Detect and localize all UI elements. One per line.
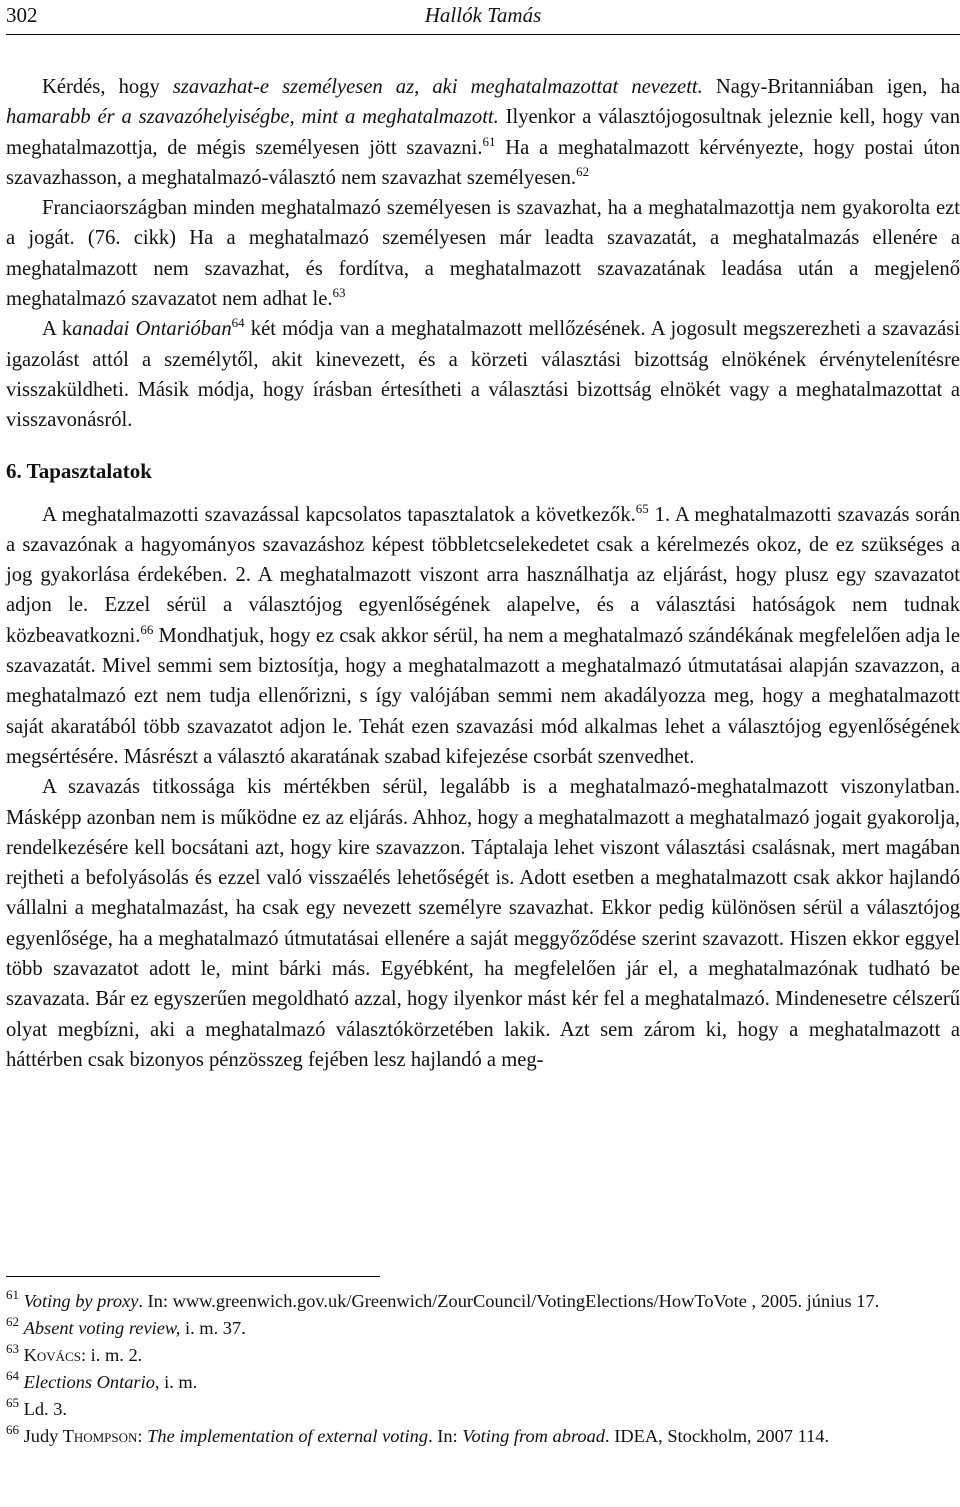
page-number: 302 bbox=[6, 3, 38, 27]
footnote-ref-66[interactable]: 66 bbox=[140, 621, 154, 637]
footnote-ref-62[interactable]: 62 bbox=[576, 163, 590, 179]
page-header bbox=[6, 0, 960, 35]
footnote-ref-63[interactable]: 63 bbox=[332, 285, 346, 301]
paragraph-1: Kérdés, hogy szavazhat-e személyesen az, aki meghatalmazottat nevezett. Nagy-Britanniában igen, ha hamarabb ér a szavazóhelyiségbe, mint a meghatalmazott. Ilyenkor a választójogosultnak jeleznie kell, hogy van meghatalmazottja, de mégis személyesen jött szavazni.$^{61}$ Ha a meghatalmazott kérvényezte, hogy postai úton szavazhasson, a meghatalmazó-választó nem szavazhat személyesen.$^{62}$ bbox=[6, 76, 960, 189]
paragraph-4: A meghatalmazotti szavazással kapcsolatos tapasztalatok a következők.$^{65}$ 1. A meghatalmazotti szavazás során a szavazónak a hagyományos szavazáshoz képest többletcselekedetet csak a kérelmezés okoz, de ez szükséges a jog gyakorlása érdekében. 2. A meghatalmazott viszont arra használhatja az eljárást, hogy plusz egy szavazatot adjon le. Ezzel sérül a választójog egyenlőségének alapelve, és a választási hatóságok nem tudnak közbeavatkozni.$^{66}$ Mondhatjuk, hogy ez csak akkor sérül, ha nem a meghatalmazó szándékának megfelelően adja le szavazatát. Mivel semmi sem biztosítja, hogy a meghatalmazott a meghatalmazó útmutatásai alapján szavazzon, a meghatalmazó ezt nem tudja ellenőrizni, s így valójában semmi nem akadályozza meg, hogy a meghatalmazott saját akaratából több szavazatot adjon le. Tehát ezen szavazási mód alkalmas lehet a választójog egyenlőségének megsértésére. Másrészt a választó akaratának szabad kifejezése csorbát szenvedhet. bbox=[6, 500, 960, 768]
paragraph-2: Franciaországban minden meghatalmazó személyesen is szavazhat, ha a meghatalmazottja nem gyakorolta ezt a jogát. (76. cikk) Ha a meghatalmazó személyesen már leadta szavazatát, a meghatalmazás ellenére a meghatalmazott nem szavazhat, és fordítva, a meghatalmazott szavazatának leadása után a megjelenő meghatalmazó szavazatot nem adhat le.$^{63}$ bbox=[6, 197, 960, 311]
running-head: Hallók Tamás bbox=[424, 3, 542, 27]
footnote-ref-65[interactable]: 65 bbox=[635, 500, 649, 516]
section-heading: 6. Tapasztalatok bbox=[6, 458, 152, 483]
footnote-ref-64[interactable]: 64 bbox=[231, 315, 245, 331]
body-text bbox=[6, 72, 960, 1075]
footnote-63: $^{63}$ Kovács: i. m. 2. bbox=[6, 1341, 143, 1365]
footnote-65: $^{65}$ Ld. 3. bbox=[6, 1395, 68, 1419]
footnote-61: $^{61}$ Voting by proxy. In: www.greenwich.gov.uk/Greenwich/ZourCouncil/VotingElections/HowToVote , 2005. június 17. bbox=[6, 1287, 880, 1311]
footnote-62: $^{62}$ Absent voting review, i. m. 37. bbox=[6, 1314, 246, 1338]
footnote-64: $^{64}$ Elections Ontario, i. m. bbox=[6, 1368, 198, 1392]
footnote-divider bbox=[6, 1276, 380, 1277]
paragraph-5: A szavazás titkossága kis mértékben sérül, legalább is a meghatalmazó-meghatalmazott viszonylatban. Másképp azonban nem is működne ez az eljárás. Ahhoz, hogy a meghatalmazott a meghatalmazó jogait gyakorolja, rendelkezésére kell bocsátani azt, hogy kire szavazzon. Táptalaja lehet viszont választási csalásnak, mert magában rejtheti a befolyásolás és ezzel való visszaélés lehetőségét is. Adott esetben a meghatalmazott csak akkor hajlandó vállalni a meghatalmazást, ha csak egy nevezett személyre szavazhat. Ekkor pedig különösen sérül a választójog egyenlősége, ha a meghatalmazó útmutatásai ellenére a saját meggyőződése szerint szavazott. Hiszen ekkor eggyel több szavazatot adott le, mint bárki más. Egyébként, ha megfelelően jár el, a meghatalmazónak tudható be szavazata. Bár ez egyszerűen megoldható azzal, hogy ilyenkor mást kér fel a meghatalmazó. Mindenesetre célszerű olyat megbízni, aki a meghatalmazó választókörzetében lakik. Azt sem zárom ki, hogy a meghatalmazott a háttérben csak bizonyos pénzösszeg fejében lesz hajlandó a meg- bbox=[6, 776, 960, 1071]
paragraph-3: A kanadai Ontarióban$^{64}$ két módja van a meghatalmazott mellőzésének. A jogosult megszerezheti a szavazási igazolást attól a személytől, akit kinevezett, és a körzeti választási bizottság elnökének érvénytelenítésre visszaküldheti. Másik módja, hogy írásban értesítheti a választási bizottság elnökét vagy a meghatalmazottat a visszavonásról. bbox=[6, 315, 960, 432]
footnote-ref-61[interactable]: 61 bbox=[482, 133, 496, 149]
footnote-66: $^{66}$ Judy Thompson: The implementation of external voting. In: Voting from abroad. IDEA, Stockholm, 2007 114. bbox=[6, 1422, 830, 1446]
footnotes bbox=[6, 1288, 960, 1450]
